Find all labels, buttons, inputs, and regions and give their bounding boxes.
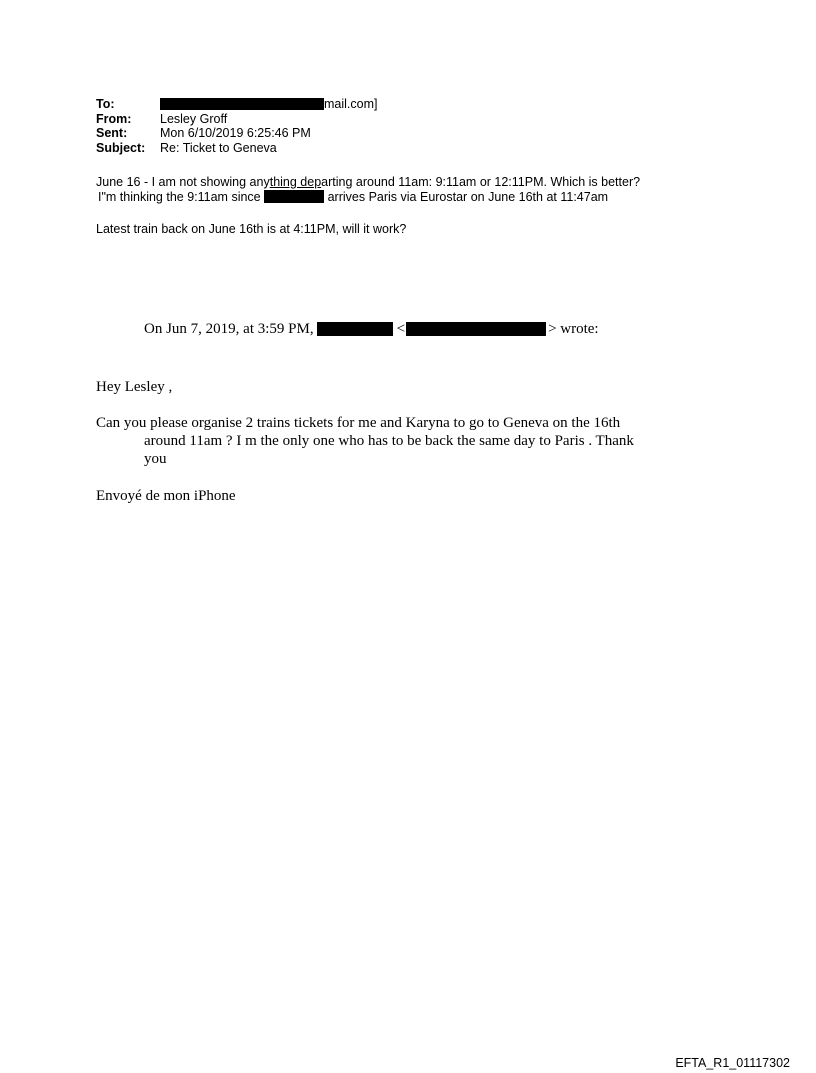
- quote-attribution: [144, 320, 599, 338]
- from-value: Lesley Groff: [160, 111, 228, 126]
- redaction-bar: [160, 98, 324, 110]
- to-label: To:: [96, 97, 115, 111]
- to-value-suffix: mail.com]: [324, 97, 378, 111]
- redaction-bar: [317, 322, 393, 336]
- to-row: [96, 97, 377, 112]
- sent-value: Mon 6/10/2019 6:25:46 PM: [160, 126, 311, 140]
- subject-row: [96, 141, 377, 156]
- document-id: EFTA_R1_01117302: [675, 1056, 790, 1070]
- reply-text: June 16 - I am not showing any: [96, 175, 270, 189]
- reply-text: arting around 11am: 9:11am or 12:11PM. Which is better?: [321, 175, 641, 189]
- to-value: [160, 97, 377, 112]
- from-row: [96, 112, 377, 127]
- attribution-wrote: > wrote:: [548, 321, 599, 337]
- subject-label: Subject:: [96, 140, 146, 155]
- sent-row: [96, 126, 377, 141]
- reply-text: arrives Paris via Eurostar on June 16th at 11:47am: [327, 190, 609, 204]
- redaction-bar: [406, 322, 546, 336]
- quote-body: [96, 414, 696, 468]
- attribution-bracket: <: [396, 321, 406, 337]
- sent-label: Sent:: [96, 126, 128, 140]
- redaction-bar: [264, 190, 324, 203]
- quote-body-line: you: [144, 451, 167, 467]
- quote-signature: Envoyé de mon iPhone: [96, 488, 236, 504]
- reply-paragraph: [96, 175, 640, 205]
- reply-text: I"m thinking the 9:11am since: [98, 190, 261, 204]
- reply-line-2: [96, 190, 640, 205]
- quote-body-line: around 11am ? I m the only one who has to be back the same day to Paris . Thank: [144, 433, 634, 449]
- from-label: From:: [96, 111, 132, 126]
- quote-greeting: Hey Lesley ,: [96, 379, 173, 395]
- quote-body-line: Can you please organise 2 trains tickets for me and Karyna to go to Geneva on the 16th: [96, 415, 621, 431]
- reply-line-3: Latest train back on June 16th is at 4:11PM, will it work?: [96, 222, 407, 236]
- subject-value: Re: Ticket to Geneva: [160, 140, 277, 155]
- attribution-text: On Jun 7, 2019, at 3:59 PM,: [144, 321, 314, 337]
- reply-line-1: [96, 175, 640, 190]
- reply-text-underlined: thing dep: [269, 175, 322, 189]
- email-header: [96, 97, 377, 155]
